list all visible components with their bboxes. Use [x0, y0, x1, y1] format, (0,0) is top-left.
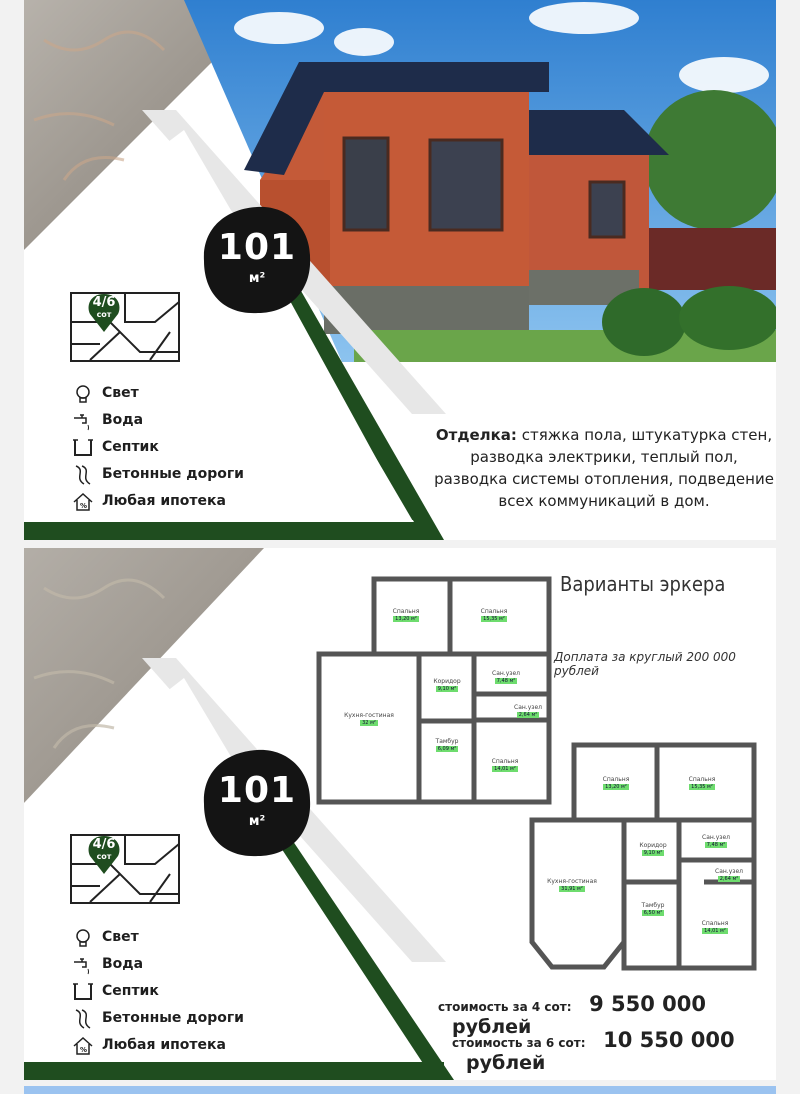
feature-item	[72, 1005, 244, 1032]
room-name: Кухня-гостиная	[547, 878, 597, 885]
room-area: 7,48 м²	[706, 842, 726, 848]
plot-map	[70, 292, 180, 362]
price-6-currency: рублей	[466, 1052, 546, 1074]
listing-card-1	[24, 0, 776, 540]
price-4-currency: рублей	[452, 1016, 532, 1038]
feature-item	[72, 951, 244, 978]
feature-label: Вода	[102, 956, 144, 972]
lightbulb-icon	[72, 383, 94, 405]
room-name: Спальня	[688, 776, 716, 783]
area-number: 101	[217, 770, 297, 811]
room-name: Спальня	[480, 608, 508, 615]
room-name: Спальня	[392, 608, 420, 615]
feature-label: Свет	[102, 385, 139, 401]
room-name: Сан.узел	[492, 670, 520, 677]
price-6-value: 10 550 000	[603, 1028, 735, 1052]
room-area: 6,50 м²	[643, 910, 663, 916]
price-4-value: 9 550 000	[589, 992, 706, 1016]
room-area: 6,09 м²	[437, 746, 457, 752]
feature-label: Септик	[102, 439, 159, 455]
feature-label: Вода	[102, 412, 144, 428]
plot-unit: сот	[96, 852, 112, 861]
finishing-description	[434, 424, 774, 512]
lightbulb-icon	[72, 927, 94, 949]
plot-unit: сот	[96, 310, 112, 319]
svg-text:%: %	[80, 501, 88, 510]
feature-item	[72, 1032, 244, 1059]
price-6-label: стоимость за 6 сот:	[452, 1036, 586, 1050]
room-area: 32 м²	[362, 720, 376, 726]
feature-item	[72, 407, 244, 434]
room-area: 2,64 м²	[518, 712, 538, 718]
finishing-text: стяжка пола, штукатурка стен, разводка электрики, теплый пол, разводка системы отопления, подведение всех коммуникаций в дом.	[434, 426, 774, 510]
area-badge	[202, 205, 312, 315]
faucet-icon	[72, 954, 94, 976]
next-card-edge	[24, 1086, 776, 1094]
room-area: 14,01 м²	[494, 766, 516, 772]
price-4-label: стоимость за 4 сот:	[438, 1000, 572, 1014]
plot-number: 4/6	[92, 837, 116, 852]
mortgage-house-icon	[72, 1035, 94, 1057]
mortgage-house-icon	[72, 491, 94, 513]
feature-label: Любая ипотека	[102, 1037, 226, 1053]
room-name: Кухня-гостиная	[344, 712, 394, 719]
faucet-icon	[72, 410, 94, 432]
road-icon	[72, 464, 94, 486]
listing-card-2	[24, 548, 776, 1080]
room-name: Спальня	[491, 758, 519, 765]
room-area: 31,91 м²	[561, 886, 583, 892]
room-name: Спальня	[602, 776, 630, 783]
room-area: 13,20 м²	[605, 784, 627, 790]
feature-item	[72, 434, 244, 461]
price-6-row	[452, 1028, 776, 1074]
room-name: Спальня	[701, 920, 729, 927]
septic-icon	[72, 437, 94, 459]
area-number: 101	[217, 227, 297, 268]
feature-label: Бетонные дороги	[102, 466, 244, 482]
feature-item	[72, 461, 244, 488]
feature-label: Бетонные дороги	[102, 1010, 244, 1026]
feature-label: Любая ипотека	[102, 493, 226, 509]
feature-label: Септик	[102, 983, 159, 999]
room-area: 14,01 м²	[704, 928, 726, 934]
road-icon	[72, 1008, 94, 1030]
room-area: 2,64 м²	[719, 876, 739, 882]
room-area: 13,20 м²	[395, 616, 417, 622]
feature-item	[72, 488, 244, 515]
room-area: 15,35 м²	[483, 616, 505, 622]
room-name: Тамбур	[435, 738, 459, 745]
plot-map	[70, 834, 180, 904]
feature-item	[72, 924, 244, 951]
room-name: Коридор	[639, 842, 667, 849]
room-name: Тамбур	[641, 902, 665, 909]
area-unit: м²	[248, 271, 266, 286]
green-bottom-bar	[24, 522, 424, 540]
feature-list	[72, 380, 244, 515]
room-name: Сан.узел	[514, 704, 542, 711]
area-unit: м²	[248, 814, 266, 829]
finishing-label: Отделка:	[435, 426, 517, 444]
room-area: 9,10 м²	[643, 850, 663, 856]
area-badge	[202, 748, 312, 858]
feature-item	[72, 380, 244, 407]
feature-list	[72, 924, 244, 1059]
feature-item	[72, 978, 244, 1005]
bay-variants-title: Варианты эркера	[560, 572, 726, 596]
room-name: Коридор	[433, 678, 461, 685]
septic-icon	[72, 981, 94, 1003]
room-area: 15,35 м²	[691, 784, 713, 790]
feature-label: Свет	[102, 929, 139, 945]
surcharge-text: Доплата за круглый 200 000 рублей	[554, 650, 736, 678]
room-area: 9,10 м²	[437, 686, 457, 692]
room-area: 7,48 м²	[496, 678, 516, 684]
svg-text:%: %	[80, 1045, 88, 1054]
green-bottom-bar	[24, 1062, 444, 1080]
room-name: Сан.узел	[715, 868, 743, 875]
room-name: Сан.узел	[702, 834, 730, 841]
plot-number: 4/6	[92, 295, 116, 310]
